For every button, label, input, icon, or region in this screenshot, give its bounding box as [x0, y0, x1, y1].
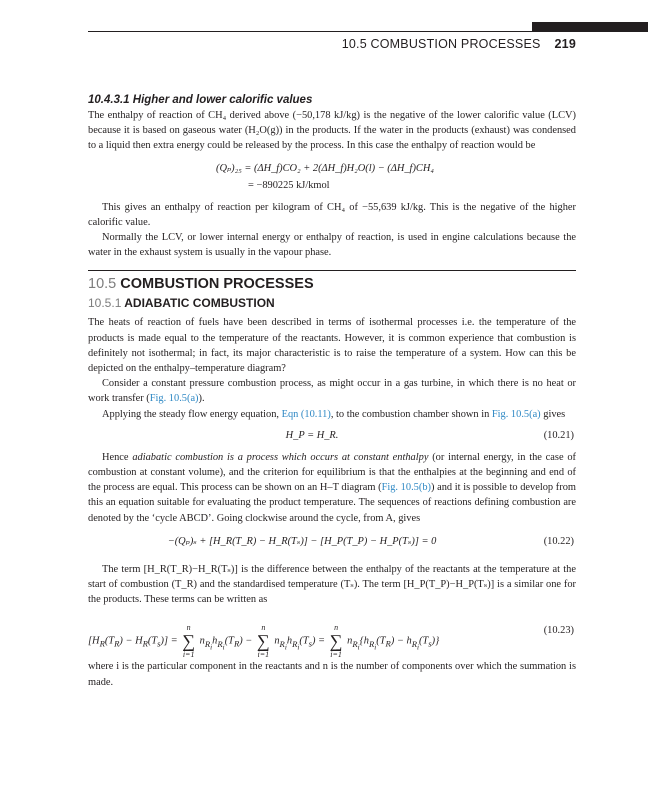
subsection-heading-10-4-3-1: 10.4.3.1 Higher and lower calorific values	[88, 94, 313, 106]
summation-symbol: n ∑ i=1	[256, 623, 270, 660]
subsection-number: 10.5.1	[88, 296, 122, 311]
subsection-title: ADIABATIC COMBUSTION	[124, 296, 275, 311]
equation-number: (10.23)	[543, 625, 574, 637]
section-title: COMBUSTION PROCESSES	[120, 276, 314, 293]
subsection-heading-10-5-1	[88, 295, 576, 311]
equation-link[interactable]: Eqn (10.11)	[281, 408, 331, 420]
paragraph-sfee: Applying the steady flow energy equation, Eqn (10.11), to the combustion chamber shown in Fig. 10.5(a) gives	[102, 408, 566, 420]
paragraph-hcv: This gives an enthalpy of reaction per kilogram of CH₄ of −55,639 kJ/kg. This is the negative of the higher calorific value.	[88, 201, 576, 228]
equation-10-21-body: H_P = H_R.	[285, 429, 339, 441]
page-number: 219	[554, 37, 576, 51]
paragraph-lcv-usage: Normally the LCV, or lower internal energy or enthalpy of reaction, is used in engine calculations because the water in the exhaust system is usually in the vapour phase.	[88, 232, 576, 259]
page-body	[88, 92, 576, 690]
equation-10-22-body: −(Qₚ)ₛ + [H_R(T_R) − H_R(Tₛ)] − [H_P(T_P) − H_P(Tₛ)] = 0	[167, 535, 437, 547]
paragraph-lcv: The enthalpy of reaction of CH₄ derived above (−50,178 kJ/kg) is the negative of the lower calorific value (LCV) because it is based on gaseous water (H₂O(g)) in the products. If the water in the products (exhaust) was condensed to a liquid then extra energy could be released by the process. In this case the enthalpy of reaction would be	[88, 110, 576, 152]
equation-number: (10.22)	[543, 535, 574, 547]
paragraph-where: where i is the particular component in the reactants and n is the number of components over which the summation is made.	[88, 661, 576, 688]
section-heading-10-5	[88, 275, 576, 293]
equation-10-23-body: $[H_R(T_R) - H_R(T_s)] = n$ ∑ i=1 $n_{R_i}h_{R_i}(T_R) - n$ ∑ i=1 $n_{R_i}h_{R_i}(T_s) = n$ ∑ i=1 $n_{R_i}\{h_{R_i}(T_R) - h_{R_i}(T_s)\}$	[88, 623, 440, 660]
equation-10-23	[88, 615, 576, 660]
header-bar	[532, 22, 648, 31]
figure-link[interactable]: Fig. 10.5(b)	[381, 482, 431, 494]
equation-qp25-line1: (Qₚ)₂₅ = (ΔH_f)CO₂ + 2(ΔH_f)H₂O(l) − (ΔH_f)CH₄	[216, 162, 434, 174]
paragraph-adiabatic: Hence adiabatic combustion is a process which occurs at constant enthalpy (or internal energy, in the case of combustion at constant volume), and the criterion for equilibrium is that the enthalpies at the beginning and end of the process are equal. This process can be shown on an H–T diagram (Fig. 10.5(b)) and it is possible to develop from this an equation suitable for evaluating the product temperature. The sequences of reactions defining combustion are denoted by the ‘cycle ABCD’. Going clockwise around the cycle, from A, gives	[88, 451, 576, 524]
equation-10-22	[88, 534, 576, 552]
figure-link[interactable]: Fig. 10.5(a)	[491, 408, 541, 420]
paragraph-term: The term [H_R(T_R)−H_R(Tₛ)] is the difference between the enthalpy of the reactants at the temperature at the start of combustion (T_R) and the standardised temperature (Tₛ). The term [H_P(T_P)−H_P(Tₛ)] is a similar one for the products. These terms can be written as	[88, 563, 576, 606]
summation-symbol: n ∑ i=1	[329, 623, 343, 660]
header-rule	[88, 31, 648, 32]
equation-qp25-line2: = −890225 kJ/kmol	[248, 179, 330, 191]
paragraph-heats-of-reaction: The heats of reaction of fuels have been described in terms of isothermal processes i.e. the temperature of the products is made equal to the temperature of the reactants. However, it is common experience that combustion is definitely not isothermal; in fact, its major characteristic is to raise the temperature of a system. How can this be depicted on the enthalpy–temperature diagram?	[88, 317, 576, 375]
paragraph-constant-pressure: Consider a constant pressure combustion process, as might occur in a gas turbine, in which there is no heat or work transfer (Fig. 10.5(a)).	[88, 378, 576, 405]
equation-qp25	[216, 160, 576, 194]
section-number: 10.5	[88, 276, 117, 293]
running-head-section: 10.5 COMBUSTION PROCESSES	[341, 37, 541, 51]
equation-number: (10.21)	[543, 429, 574, 441]
summation-symbol: n ∑ i=1	[182, 623, 196, 660]
running-head	[342, 37, 576, 51]
equation-10-21	[88, 428, 576, 444]
section-rule	[88, 270, 576, 271]
figure-link[interactable]: Fig. 10.5(a)	[149, 393, 199, 405]
emphasis-adiabatic: adiabatic combustion is a process which occurs at constant enthalpy	[132, 451, 429, 463]
